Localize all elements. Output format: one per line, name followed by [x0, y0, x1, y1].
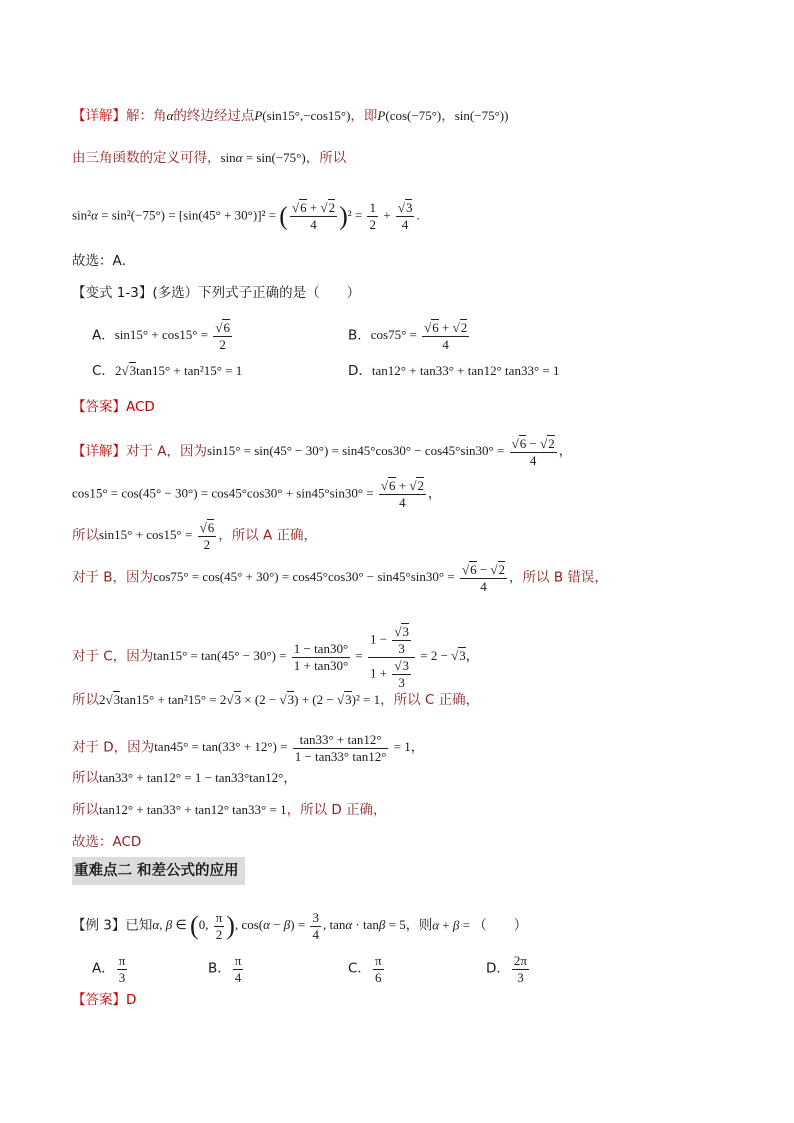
variant-heading: 【变式 1-3】(多选）下列式子正确的是（ ）	[72, 285, 361, 301]
answer-line-2: 【答案】D	[72, 992, 137, 1008]
detail2-so-c: 所以2√3tan15° + tan²15° = 2√3 × (2 − √3) + (2 − √3)² = 1，所以 C 正确，	[72, 692, 480, 708]
option-a: A．sin15° + cos15° = $\frac{√6}{2}$	[92, 320, 230, 352]
option-d: D．tan12° + tan33° + tan12° tan33° = 1	[348, 363, 560, 379]
example-option-a: A． $\frac{\pi}{3}$	[92, 953, 126, 985]
detail2-so-a: 所以sin15° + cos15° = $\frac{√6}{2}$ ，所以 A 正确，	[72, 520, 318, 552]
detail2-cos15: cos15° = cos(45° − 30°) = cos45°cos30° + sin45°sin30° = $\frac{√6 + √2}{4}$ ，	[72, 478, 441, 510]
choose-line-1: 故选：A．	[72, 253, 136, 269]
answer-line-1: 【答案】ACD	[72, 399, 155, 415]
detail2-line-c: 对于 C，因为tan15° = tan(45° − 30°) = $\frac{1 - \tan 30^\circ}{1 + \tan 30^\circ}$ = 1 − $\frac{√3}{3}$ 1 + $\frac{√3}{3}$ = 2 − √3，	[72, 624, 479, 690]
detail2-line-b: 对于 B，因为cos75° = cos(45° + 30°) = cos45°cos30° − sin45°sin30° = $\frac{√6 - √2}{4}$ ，所以 B 错误，	[72, 562, 608, 594]
detail2-line-a: 【详解】对于 A，因为sin15° = sin(45° − 30°) = sin45°cos30° − cos45°sin30° = $\frac{√6 - √2}{4}$ ，	[72, 436, 572, 468]
detail2-so-d2: 所以tan12° + tan33° + tan12° tan33° = 1，所以 D 正确，	[72, 802, 387, 818]
example-option-b: B． $\frac{\pi}{4}$	[208, 953, 242, 985]
example-option-d: D． $\frac{2\pi}{3}$	[486, 953, 527, 985]
section-heading: 重难点二 和差公式的应用	[72, 857, 245, 885]
option-c: C．2√3tan15° + tan²15° = 1	[92, 363, 243, 379]
detail-line-1: 【详解】解：角α的终边经过点P(sin15°,−cos15°)，即P(cos(−75°)，sin(−75°))	[72, 108, 509, 124]
definition-line: 由三角函数的定义可得，sinα = sin(−75°)，所以	[72, 150, 347, 166]
detail-tag: 【详解】	[72, 108, 126, 124]
option-b: B．cos75° = $\frac{√6 + √2}{4}$	[348, 320, 468, 352]
detail2-line-d: 对于 D，因为tan45° = tan(33° + 12°) = $\frac{\tan 33^\circ + \tan 12^\circ}{1 - \tan 33^\circ \tan 12^\circ}$ = 1，	[72, 732, 424, 764]
choose-line-2: 故选：ACD	[72, 834, 142, 850]
example-option-c: C． $\frac{\pi}{6}$	[348, 953, 382, 985]
example-line: 【例 3】已知α, β ∈ (0, $\frac{\pi}{2}$ ), cos(α − β) = $\frac{3}{4}$ , tanα · tanβ = 5，则α + β = （ ）	[72, 910, 528, 942]
sin-square-formula: sin²α = sin²(−75°) = [sin(45° + 30°)]² = ( $\frac{√6 + √2}{4}$ )² = $\frac{1}{2}$ + $\frac{√3}{4}$ .	[72, 200, 420, 232]
detail2-so-d1: 所以tan33° + tan12° = 1 − tan33°tan12°，	[72, 770, 297, 786]
